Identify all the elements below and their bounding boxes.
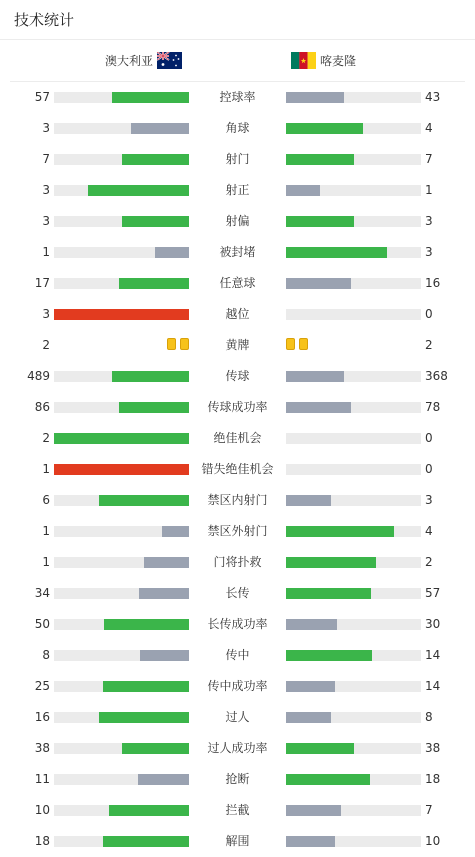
home-stat-bar [54, 526, 189, 537]
stat-row [0, 516, 475, 547]
away-stat-bar-fill [286, 805, 341, 816]
home-stat-bar [54, 247, 189, 258]
stat-row [0, 671, 475, 702]
away-stat-bar [286, 495, 421, 506]
stat-label: 长传 [225, 586, 250, 600]
home-stat-value: 7 [42, 152, 50, 166]
home-stat-value: 16 [34, 710, 50, 724]
home-stat-bar-fill [112, 371, 189, 382]
stat-label: 黄牌 [225, 338, 250, 352]
home-stat-bar-fill [109, 805, 189, 816]
away-stat-bar [286, 123, 421, 134]
stat-label: 射门 [225, 152, 250, 166]
home-stat-bar-fill [140, 650, 189, 661]
home-stat-value: 3 [42, 214, 50, 228]
home-stat-bar-fill [103, 836, 189, 847]
away-stat-value: 30 [425, 617, 441, 631]
home-stat-bar [54, 805, 189, 816]
home-stat-bar [54, 743, 189, 754]
away-stat-bar-fill [286, 557, 376, 568]
away-stat-bar [286, 433, 421, 444]
home-stat-bar-fill [119, 402, 189, 413]
stat-row [0, 795, 475, 826]
away-stat-bar [286, 402, 421, 413]
home-yellow-cards [167, 338, 189, 350]
teams-row [10, 40, 465, 82]
stat-row [0, 764, 475, 795]
stat-label: 过人 [225, 710, 250, 724]
home-stat-bar [54, 650, 189, 661]
away-stat-value: 1 [425, 183, 433, 197]
stat-row [0, 268, 475, 299]
home-stat-bar-fill [138, 774, 189, 785]
away-stat-bar-fill [286, 154, 354, 165]
stat-row [0, 578, 475, 609]
away-stat-value: 3 [425, 214, 433, 228]
yellow-card-icon [167, 338, 176, 350]
away-stat-bar [286, 185, 421, 196]
home-stat-bar [54, 154, 189, 165]
stat-label: 错失绝佳机会 [201, 462, 274, 476]
stat-label: 长传成功率 [207, 617, 268, 631]
home-stat-bar-fill [54, 464, 189, 475]
away-stat-bar [286, 216, 421, 227]
home-stat-value: 2 [42, 431, 50, 445]
home-team [105, 40, 182, 81]
away-stat-bar-fill [286, 681, 335, 692]
home-stat-value: 86 [34, 400, 50, 414]
home-stat-bar [54, 557, 189, 568]
stats-list [0, 82, 475, 857]
away-stat-value: 16 [425, 276, 441, 290]
away-team [291, 40, 356, 81]
stat-label: 任意球 [219, 276, 256, 290]
stat-label: 射偏 [225, 214, 250, 228]
home-stat-bar [54, 92, 189, 103]
stat-label: 越位 [225, 307, 250, 321]
stat-label: 传球成功率 [207, 400, 268, 414]
home-stat-value: 18 [34, 834, 50, 848]
away-stat-value: 2 [425, 555, 433, 569]
stat-label: 角球 [225, 121, 250, 135]
stat-label: 传中成功率 [207, 679, 268, 693]
home-stat-value: 11 [34, 772, 50, 786]
home-stat-bar [54, 774, 189, 785]
stat-row [0, 609, 475, 640]
home-stat-value: 8 [42, 648, 50, 662]
stat-row [0, 640, 475, 671]
stat-label: 传中 [225, 648, 250, 662]
away-stat-value: 57 [425, 586, 441, 600]
home-stat-bar-fill [122, 216, 190, 227]
away-stat-bar [286, 588, 421, 599]
stat-row [0, 454, 475, 485]
away-stat-bar [286, 774, 421, 785]
cameroon-flag-icon [291, 52, 316, 69]
away-stat-bar-fill [286, 247, 387, 258]
stat-label: 被封堵 [219, 245, 256, 259]
away-stat-bar [286, 557, 421, 568]
away-stat-bar-fill [286, 619, 337, 630]
home-stat-value: 1 [42, 555, 50, 569]
home-stat-value: 489 [27, 369, 50, 383]
away-stat-bar [286, 464, 421, 475]
home-stat-bar [54, 123, 189, 134]
away-stat-value: 10 [425, 834, 441, 848]
away-stat-bar [286, 712, 421, 723]
home-stat-value: 25 [34, 679, 50, 693]
away-stat-bar [286, 92, 421, 103]
home-stat-bar [54, 433, 189, 444]
away-stat-bar-fill [286, 495, 331, 506]
home-stat-bar-fill [104, 619, 189, 630]
away-stat-bar [286, 805, 421, 816]
away-stat-bar-fill [286, 743, 354, 754]
away-stat-bar [286, 836, 421, 847]
header [0, 0, 475, 40]
stat-row [0, 733, 475, 764]
home-stat-bar-fill [99, 495, 189, 506]
away-stat-value: 14 [425, 679, 441, 693]
stat-label: 禁区内射门 [207, 493, 268, 507]
away-stat-bar-fill [286, 588, 371, 599]
stat-row [0, 206, 475, 237]
stat-label: 绝佳机会 [213, 431, 262, 445]
stat-row [0, 485, 475, 516]
stat-label: 抢断 [225, 772, 250, 786]
away-stat-value: 0 [425, 462, 433, 476]
home-stat-bar [54, 588, 189, 599]
away-stat-bar [286, 743, 421, 754]
away-stat-bar [286, 154, 421, 165]
away-stat-bar [286, 681, 421, 692]
stat-row [0, 702, 475, 733]
home-stat-bar [54, 464, 189, 475]
away-stat-bar [286, 247, 421, 258]
home-stat-bar [54, 712, 189, 723]
home-stat-value: 3 [42, 183, 50, 197]
australia-flag-icon [157, 52, 182, 69]
stat-row [0, 175, 475, 206]
away-stat-bar-fill [286, 526, 394, 537]
home-stat-bar-fill [131, 123, 189, 134]
stat-row [0, 330, 475, 361]
away-stat-value: 4 [425, 524, 433, 538]
away-stat-value: 18 [425, 772, 441, 786]
home-stat-bar [54, 216, 189, 227]
away-stat-value: 38 [425, 741, 441, 755]
home-stat-bar-fill [54, 433, 189, 444]
stat-label: 拦截 [225, 803, 250, 817]
away-stat-bar-fill [286, 712, 331, 723]
home-stat-bar-fill [103, 681, 189, 692]
yellow-card-icon [286, 338, 295, 350]
stat-row [0, 113, 475, 144]
home-stat-bar [54, 371, 189, 382]
home-stat-bar-fill [144, 557, 189, 568]
home-stat-value: 34 [34, 586, 50, 600]
stat-label: 门将扑救 [213, 555, 262, 569]
stat-row [0, 299, 475, 330]
home-stat-bar [54, 836, 189, 847]
stat-label: 传球 [225, 369, 250, 383]
away-stat-value: 8 [425, 710, 433, 724]
home-stat-bar-fill [122, 743, 190, 754]
home-stat-value: 3 [42, 307, 50, 321]
stat-row [0, 361, 475, 392]
away-stat-bar [286, 309, 421, 320]
stat-label: 控球率 [219, 90, 256, 104]
home-stat-value: 1 [42, 462, 50, 476]
away-stat-value: 0 [425, 431, 433, 445]
away-stat-bar-fill [286, 371, 344, 382]
home-stat-bar [54, 619, 189, 630]
away-stat-value: 368 [425, 369, 448, 383]
stat-label: 射正 [225, 183, 250, 197]
stat-row [0, 144, 475, 175]
stat-row [0, 392, 475, 423]
away-stat-bar [286, 650, 421, 661]
away-stat-bar-fill [286, 774, 370, 785]
away-stat-value: 14 [425, 648, 441, 662]
home-stat-bar-fill [139, 588, 189, 599]
away-stat-bar-fill [286, 123, 363, 134]
away-stat-value: 4 [425, 121, 433, 135]
away-stat-bar [286, 526, 421, 537]
stat-label: 禁区外射门 [207, 524, 268, 538]
home-stat-bar [54, 402, 189, 413]
home-stat-bar-fill [99, 712, 189, 723]
away-stat-bar-fill [286, 650, 372, 661]
home-stat-bar-fill [112, 92, 189, 103]
stat-label: 过人成功率 [207, 741, 268, 755]
away-stat-bar [286, 619, 421, 630]
away-stat-value: 7 [425, 803, 433, 817]
home-stat-value: 3 [42, 121, 50, 135]
home-stat-bar [54, 681, 189, 692]
home-team-name: 澳大利亚 [104, 54, 153, 68]
home-stat-bar-fill [54, 309, 189, 320]
stat-row [0, 547, 475, 578]
home-stat-value: 1 [42, 245, 50, 259]
page-title: 技术统计 [14, 11, 75, 29]
away-stat-bar-fill [286, 92, 344, 103]
stat-row [0, 237, 475, 268]
home-stat-value: 2 [42, 338, 50, 352]
home-stat-value: 50 [34, 617, 50, 631]
away-stat-bar-fill [286, 836, 335, 847]
home-stat-bar-fill [88, 185, 189, 196]
home-stat-value: 57 [34, 90, 50, 104]
home-stat-bar-fill [122, 154, 190, 165]
yellow-card-icon [180, 338, 189, 350]
stat-row [0, 82, 475, 113]
home-stat-value: 10 [34, 803, 50, 817]
away-yellow-cards [286, 338, 308, 350]
away-stat-bar-fill [286, 216, 354, 227]
away-stat-value: 3 [425, 245, 433, 259]
away-stat-bar [286, 371, 421, 382]
home-stat-bar [54, 278, 189, 289]
home-stat-bar [54, 185, 189, 196]
home-stat-bar-fill [155, 247, 189, 258]
home-stat-value: 6 [42, 493, 50, 507]
away-stat-bar [286, 278, 421, 289]
home-stat-bar-fill [119, 278, 189, 289]
home-stat-value: 38 [34, 741, 50, 755]
stat-row [0, 826, 475, 857]
home-stat-value: 1 [42, 524, 50, 538]
away-team-name: 喀麦隆 [320, 54, 357, 68]
away-stat-value: 0 [425, 307, 433, 321]
home-stat-value: 17 [34, 276, 50, 290]
stat-row [0, 423, 475, 454]
stat-label: 解围 [225, 834, 250, 848]
away-stat-bar-fill [286, 278, 351, 289]
home-stat-bar-fill [162, 526, 189, 537]
home-stat-bar [54, 495, 189, 506]
away-stat-value: 2 [425, 338, 433, 352]
away-stat-value: 43 [425, 90, 441, 104]
away-stat-bar-fill [286, 402, 351, 413]
away-stat-value: 3 [425, 493, 433, 507]
home-stat-bar [54, 309, 189, 320]
away-stat-value: 78 [425, 400, 441, 414]
away-stat-value: 7 [425, 152, 433, 166]
yellow-card-icon [299, 338, 308, 350]
away-stat-bar-fill [286, 185, 320, 196]
